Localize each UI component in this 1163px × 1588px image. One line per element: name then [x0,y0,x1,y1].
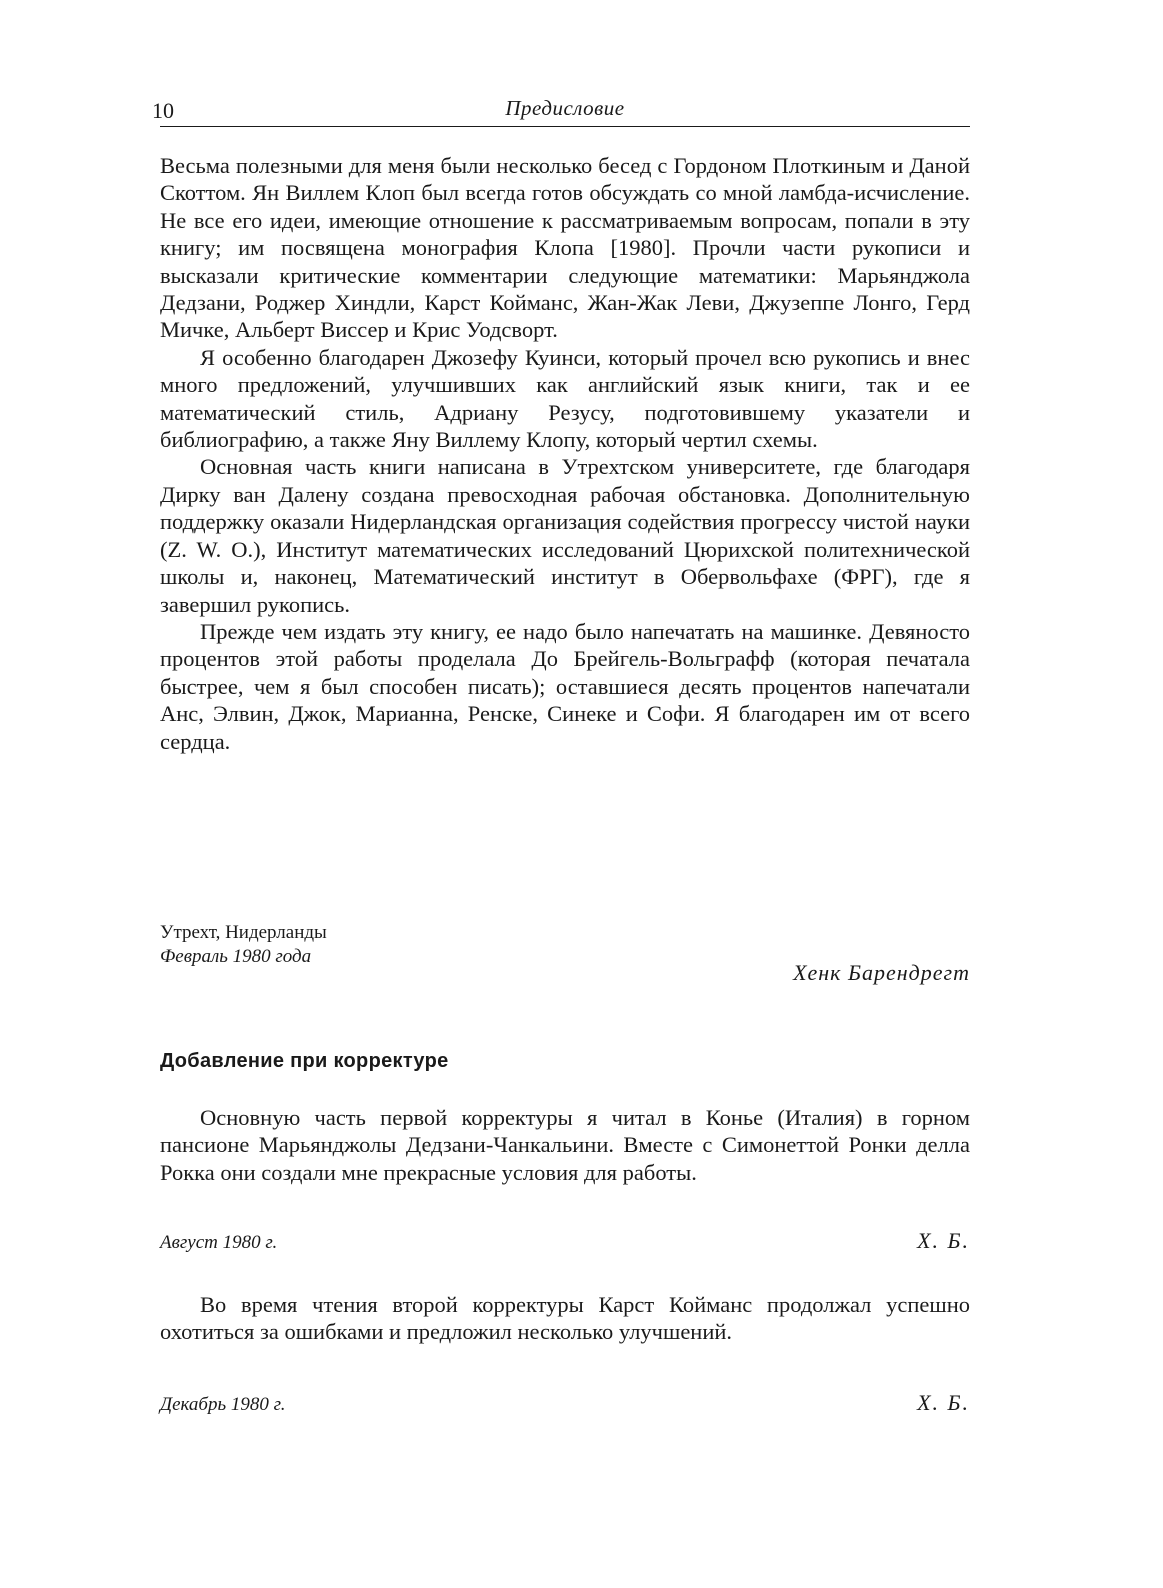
note-date: Август 1980 г. [160,1232,278,1253]
note-initials: Х. Б. [917,1228,970,1253]
place-line: Утрехт, Нидерланды [160,922,327,943]
paragraph: Основную часть первой корректуры я читал в Конье (Италия) в горном пансионе Марьянджолы Дедзани-Чанкальини. Вместе с Симонеттой Ронки делла Рокка они создали мне прекрасные условия для работы. [160,1105,970,1185]
preface-body [160,152,970,755]
addendum-note-first [160,1104,970,1186]
document-page [152,0,970,1588]
date-line: Февраль 1980 года [160,946,312,967]
running-title: Предисловие [505,96,625,120]
section-heading: Добавление при корректуре [160,1050,449,1072]
addendum-signature-second [160,1390,970,1420]
paragraph: Основная часть книги написана в Утрехтском университете, где благодаря Дирку ван Далену создана превосходная рабочая обстановка. Дополнительную поддержку оказали Нидерландская организация содействия прогрессу чистой науки (Z. W. O.), Институт математических исследований Цюрихской политехнической школы и, наконец, Математический институт в Обервольфахе (ФРГ), где я завершил рукопись. [160,454,970,617]
page-number: 10 [152,98,174,123]
note-initials: Х. Б. [917,1390,970,1415]
place-date-block [160,921,327,969]
author-signature: Хенк Барендрегт [793,960,970,985]
paragraph: Весьма полезными для меня были несколько бесед с Гордоном Плоткиным и Даной Скоттом. Ян Виллем Клоп был всегда готов обсуждать со мной ламбда-исчисление. Не все его идеи, имеющие отношение к рассматриваемым вопросам, попали в эту книгу; им посвящена монография Клопа [1980]. Прочли части рукописи и высказали критические комментарии следующие математики: Марьянджола Дедзани, Роджер Хиндли, Карст Койманс, Жан-Жак Леви, Джузеппе Лонго, Герд Мичке, Альберт Виссер и Крис Уодсворт. [160,153,970,343]
addendum-signature-first [160,1228,970,1258]
paragraph: Во время чтения второй корректуры Карст Койманс продолжал успешно охотиться за ошибками и предложил несколько улучшений. [160,1292,970,1345]
paragraph: Я особенно благодарен Джозефу Куинси, который прочел всю рукопись и внес много предложений, улучшивших как английский язык книги, так и ее математический стиль, Адриану Резусу, подготовившему указатели и библиографию, а также Яну Виллему Клопу, который чертил схемы. [160,344,970,453]
running-header [152,96,970,127]
paragraph: Прежде чем издать эту книгу, ее надо было напечатать на машинке. Девяносто процентов этой работы проделала До Брейгель-Вольграфф (которая печатала быстрее, чем я был способен писать); оставшиеся десять процентов напечатали Анс, Элвин, Джок, Марианна, Ренске, Синеке и Софи. Я благодарен им от всего сердца. [160,618,970,754]
note-date: Декабрь 1980 г. [160,1394,286,1415]
addendum-note-second [160,1291,970,1346]
